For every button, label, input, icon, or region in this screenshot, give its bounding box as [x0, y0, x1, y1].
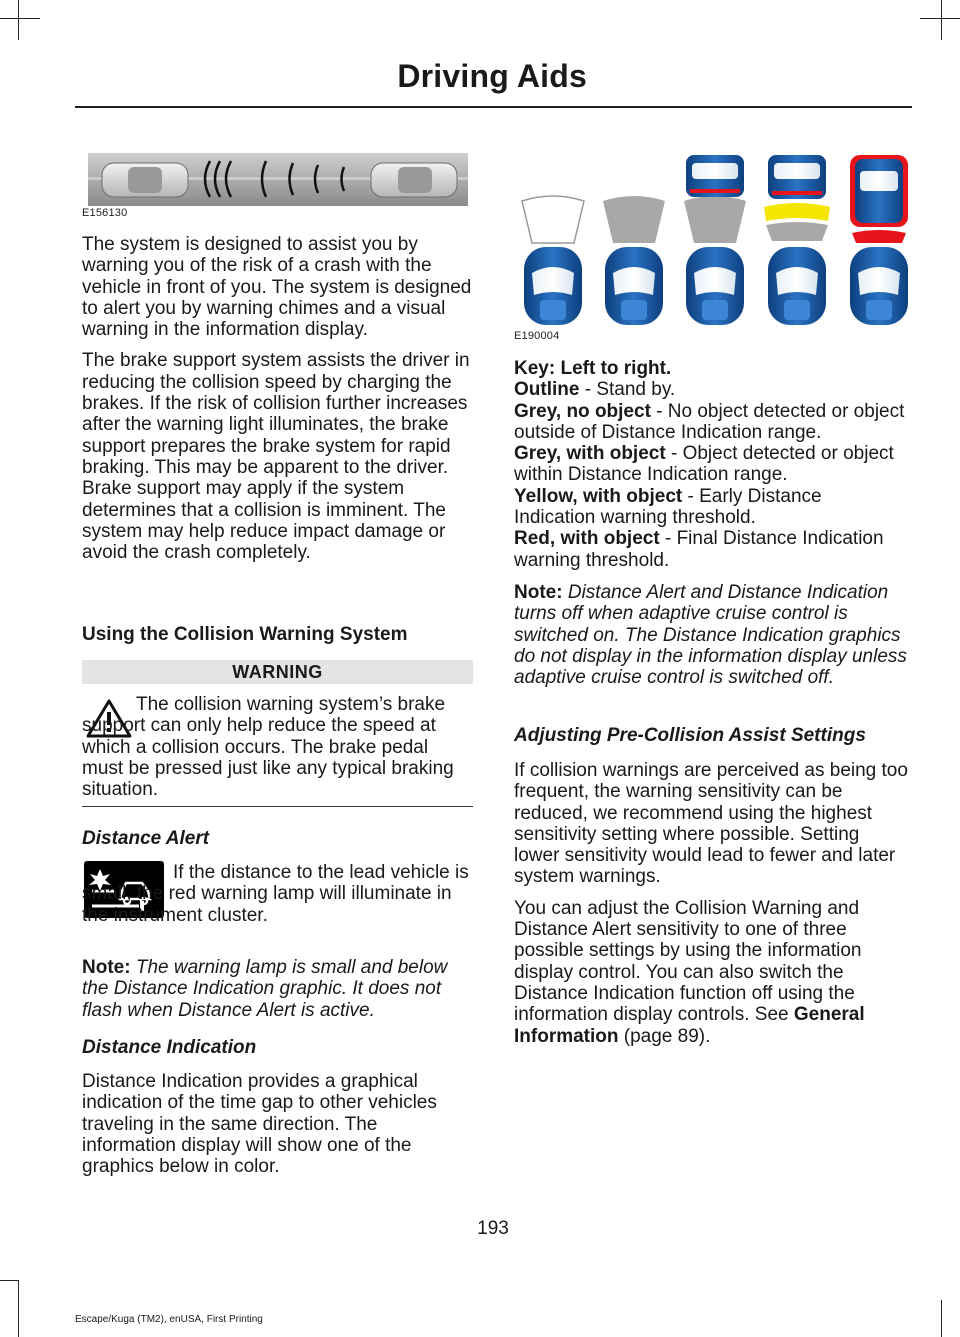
lead-car-icon: [768, 155, 826, 199]
header-divider: [75, 106, 912, 108]
crop-mark: [941, 0, 942, 40]
image-label: E156130: [82, 207, 128, 219]
note-text: Distance Alert and Distance Indication turns off when adaptive cruise control is switched on. The Distance Indication graphics do not display in the information display unless adaptive cruise control is switched off.: [514, 582, 907, 689]
lead-car-icon: [686, 155, 744, 197]
paragraph: The brake support system assists the driver in reducing the collision speed by charging the brakes. If the risk of collision further increases after the warning light illuminates, the brake support prepares the brake system for rapid braking. This may be apparent to the driver. Brake support may apply if the system determines that a collision is imminent. The system may help reduce impact damage or avoid the crash completely.: [82, 350, 470, 564]
warning-text: The collision warning system’s brake support can only help reduce the speed at which a collision occurs. The brake pedal must be pressed just like any typical braking situation.: [82, 694, 454, 801]
key-item: [514, 401, 908, 444]
section-heading: Distance Alert: [82, 828, 210, 849]
paragraph-text: You can adjust the Collision Warning and Distance Alert sensitivity to one of three possible settings by using the information display control. You can also switch the Distance Indication function off using the information display controls. See: [514, 897, 862, 1026]
lead-car-icon: [850, 155, 908, 227]
paragraph: The system is designed to assist you by warning you of the risk of a crash with the vehicle in front of you. The system is designed to alert you by warning chimes and a visual warning in the information display.: [82, 234, 472, 341]
own-car-icon: [768, 247, 826, 325]
car-icon: [371, 163, 457, 197]
paragraph: If collision warnings are perceived as being too frequent, the warning sensitivity can be reduced, we recommend using the highest sensitivity setting where possible. Setting lower sensitivity would lead to fewer and later system warnings.: [514, 760, 908, 888]
section-heading: Distance Indication: [82, 1037, 257, 1058]
car-icon: [102, 163, 188, 197]
own-car-icon: [524, 247, 582, 325]
paragraph: [514, 898, 908, 1047]
crop-mark: [941, 1300, 942, 1337]
key-desc: - Early Distance Indication warning threshold.: [514, 485, 822, 529]
crop-mark: [920, 18, 960, 19]
note-label: Note:: [82, 957, 131, 978]
key-item: [514, 443, 908, 486]
crop-mark: [0, 1280, 18, 1281]
crop-mark: [18, 1280, 19, 1337]
distance-alert-text: If the distance to the lead vehicle is small, the red warning lamp will illuminate in the instrument cluster.: [82, 862, 469, 926]
key-term: Red, with object: [514, 528, 660, 550]
own-car-icon: [686, 247, 744, 325]
warning-divider: [82, 806, 473, 807]
image-label: E190004: [514, 330, 560, 342]
own-car-icon: [605, 247, 663, 325]
key-item: [514, 486, 908, 529]
section-heading: Adjusting Pre-Collision Assist Settings: [514, 725, 866, 746]
key-desc: - No object detected or object outside of Distance Indication range.: [514, 400, 905, 443]
crop-mark: [0, 18, 40, 19]
crop-mark: [18, 0, 19, 40]
footer-text: Escape/Kuga (TM2), enUSA, First Printing: [75, 1314, 263, 1325]
page-title: Driving Aids: [397, 58, 587, 94]
key-term: Yellow, with object: [514, 485, 683, 507]
warning-header: WARNING: [82, 660, 473, 684]
key-term: Outline: [514, 379, 580, 401]
key-title: Key: Left to right.: [514, 358, 672, 379]
page-reference: (page 89).: [618, 1025, 711, 1047]
key-desc: - Final Distance Indication warning threshold.: [514, 528, 884, 571]
note-label: Note:: [514, 582, 563, 603]
radar-illustration: [88, 153, 468, 206]
key-desc: - Stand by.: [579, 379, 676, 401]
key-item: [514, 528, 908, 571]
section-heading: Using the Collision Warning System: [82, 624, 408, 645]
cross-reference-link[interactable]: General Information: [514, 1004, 865, 1047]
note-text: The warning lamp is small and below the Distance Indication graphic. It does not flash when Distance Alert is active.: [82, 957, 448, 1021]
page-number: 193: [477, 1218, 509, 1239]
own-car-icon: [850, 247, 908, 325]
key-term: Grey, with object: [514, 443, 666, 465]
key-term: Grey, no object: [514, 400, 651, 422]
distance-indication-illustration: [514, 155, 908, 325]
paragraph: Distance Indication provides a graphical indication of the time gap to other vehicles traveling in the same direction. The information display will show one of the graphics below in color.: [82, 1071, 437, 1178]
key-desc: - Object detected or object within Distance Indication range.: [514, 443, 894, 486]
key-item: [514, 379, 908, 400]
